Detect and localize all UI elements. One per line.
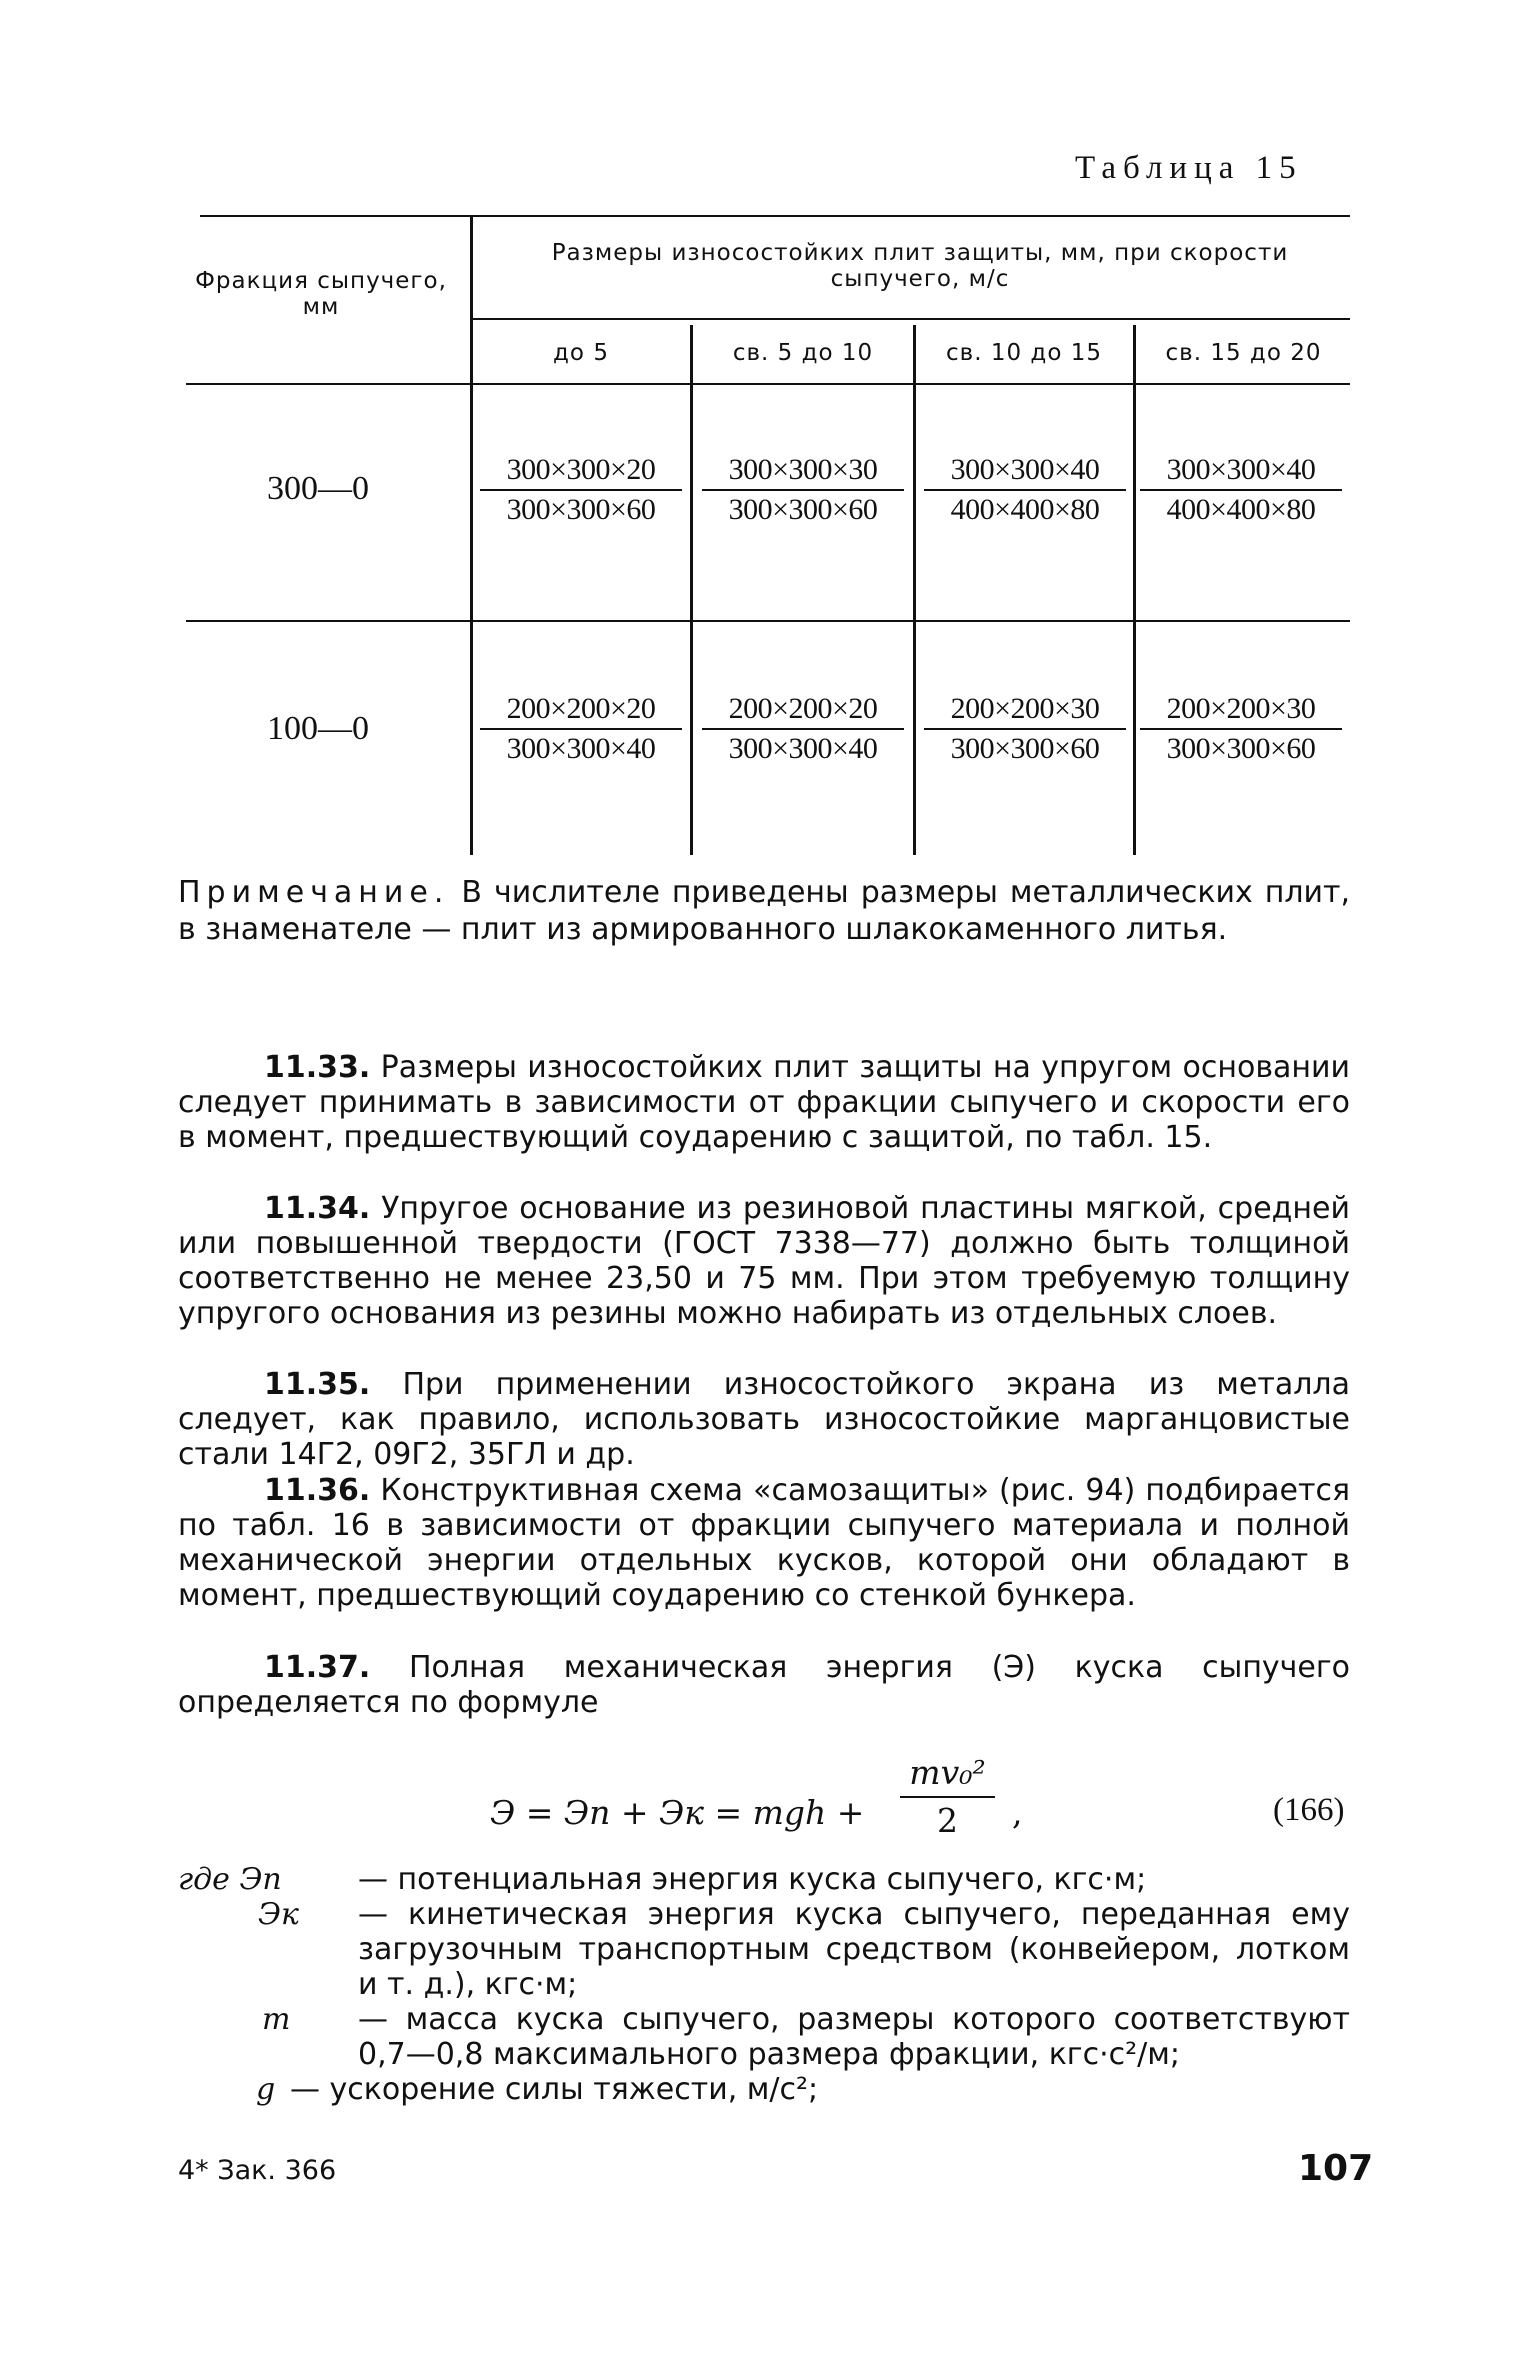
paragraph-text: Размеры износостойких плит защиты на упругом основании следует принимать в зависимости от фракции сыпучего и скорости его в момент, предшествующий соударению с защитой, по табл. 15. xyxy=(178,1050,1350,1155)
table-top-rule xyxy=(200,215,1350,217)
definition-item xyxy=(178,1862,1350,1897)
cell-denominator: 300×300×60 xyxy=(950,732,1100,765)
table-vline-2 xyxy=(690,325,693,855)
equation-number: (166) xyxy=(1273,1792,1345,1828)
definition-text: — кинетическая энергия куска сыпучего, переданная ему загрузочным транспортным средством (конвейером, лотком и т. д.), кгс·м; xyxy=(358,1897,1350,2002)
speed-column-header: св. 15 до 20 xyxy=(1165,340,1322,366)
cell-denominator: 300×300×40 xyxy=(728,732,878,765)
cell-numerator: 300×300×40 xyxy=(950,453,1100,486)
table-cell xyxy=(1130,690,1352,768)
cell-numerator: 200×200×30 xyxy=(1166,692,1316,725)
paragraph-11-35 xyxy=(178,1367,1350,1472)
formula-lhs: Э = Эп + Эк = mgh + xyxy=(490,1793,865,1832)
table-cell xyxy=(692,690,914,768)
fraction-value: 100—0 xyxy=(267,710,369,747)
formula-fraction xyxy=(900,1750,995,1844)
fraction-column-header: Фракция сыпучего, мм xyxy=(195,268,447,320)
page-number: 107 xyxy=(1298,2148,1374,2189)
print-order-mark: 4* Зак. 366 xyxy=(178,2155,337,2186)
definition-text: — масса куска сыпучего, размеры которого соответствуют 0,7—0,8 максимального размера фракции, кгс·с²/м; xyxy=(358,2002,1350,2072)
table-cell xyxy=(470,451,692,529)
formula-comma: , xyxy=(1012,1793,1023,1832)
cell-denominator: 300×300×40 xyxy=(506,732,656,765)
paragraph-11-34 xyxy=(178,1191,1350,1331)
paragraph-11-36 xyxy=(178,1473,1350,1613)
row-separator-rule xyxy=(186,620,1350,622)
table-cell xyxy=(914,690,1136,768)
formula-numerator: mv₀² xyxy=(909,1753,986,1792)
note-text: В числителе приведены размеры металлических плит, в знаменателе — плит из армированного шлакокаменного литья. xyxy=(178,875,1351,947)
paragraph-number: 11.33. xyxy=(264,1050,371,1085)
definition-item xyxy=(178,1897,1350,2002)
formula-denominator: 2 xyxy=(937,1801,958,1840)
speed-column-header: св. 10 до 15 xyxy=(946,340,1102,366)
cell-denominator: 300×300×60 xyxy=(506,493,656,526)
definition-symbol: Эк xyxy=(258,1897,299,1932)
speed-column-header: до 5 xyxy=(553,340,609,366)
cell-denominator: 300×300×60 xyxy=(728,493,878,526)
cell-denominator: 300×300×60 xyxy=(1166,732,1316,765)
paragraph-number: 11.34. xyxy=(264,1191,371,1226)
paragraph-11-33 xyxy=(178,1050,1350,1155)
definition-symbol: где Эп xyxy=(178,1862,282,1897)
paragraph-number: 11.37. xyxy=(264,1650,371,1685)
table-caption: Таблица 15 xyxy=(1075,150,1303,186)
table-cell xyxy=(914,451,1136,529)
symbol-definitions xyxy=(178,1862,1350,2107)
sizes-column-header: Размеры износостойких плит защиты, мм, при скорости сыпучего, м/с xyxy=(551,240,1289,292)
definition-symbol: m xyxy=(262,2002,291,2037)
header-bottom-rule xyxy=(186,383,1350,385)
paragraph-text: Упругое основание из резиновой пластины мягкой, средней или повышенной твердости (ГОСТ 7338—77) должно быть толщиной соответственно не менее 23,50 и 75 мм. При этом требуемую толщину упругого основания из резины можно набирать из отдельных слоев. xyxy=(178,1191,1350,1331)
definition-symbol: g xyxy=(256,2072,276,2107)
paragraph-number: 11.36. xyxy=(264,1473,371,1508)
paragraph-text: Полная механическая энергия (Э) куска сыпучего определяется по формуле xyxy=(178,1650,1350,1720)
cell-denominator: 400×400×80 xyxy=(1166,493,1316,526)
cell-numerator: 300×300×30 xyxy=(728,453,878,486)
cell-numerator: 200×200×20 xyxy=(728,692,878,725)
cell-denominator: 400×400×80 xyxy=(950,493,1100,526)
paragraph-text: Конструктивная схема «самозащиты» (рис. 94) подбирается по табл. 16 в зависимости от фракции сыпучего материала и полной механической энергии отдельных кусков, которой они обладают в момент, предшествующий соударению со стенкой бункера. xyxy=(178,1473,1350,1613)
paragraph-number: 11.35. xyxy=(264,1367,371,1402)
header-inner-rule xyxy=(472,318,1350,320)
speed-column-header: св. 5 до 10 xyxy=(732,340,874,366)
definition-text: — потенциальная энергия куска сыпучего, кгс·м; xyxy=(358,1862,1147,1897)
cell-numerator: 300×300×40 xyxy=(1166,453,1316,486)
fraction-value: 300—0 xyxy=(267,470,369,507)
paragraph-text: При применении износостойкого экрана из металла следует, как правило, использовать износостойкие марганцовистые стали 14Г2, 09Г2, 35ГЛ и др. xyxy=(178,1367,1350,1472)
definition-text: — ускорение силы тяжести, м/с²; xyxy=(290,2072,819,2107)
definition-item xyxy=(178,2072,1350,2107)
note-label: Примечание. xyxy=(178,875,450,910)
table-cell xyxy=(470,690,692,768)
cell-numerator: 200×200×30 xyxy=(950,692,1100,725)
definition-item xyxy=(178,2002,1350,2072)
table-vline-3 xyxy=(913,325,916,855)
paragraph-11-37 xyxy=(178,1650,1350,1720)
table-cell xyxy=(692,451,914,529)
energy-formula xyxy=(490,1750,1110,1880)
table-vline-4 xyxy=(1133,325,1136,855)
cell-numerator: 300×300×20 xyxy=(506,453,656,486)
table-note xyxy=(178,874,1350,948)
table-cell xyxy=(1130,451,1352,529)
cell-numerator: 200×200×20 xyxy=(506,692,656,725)
